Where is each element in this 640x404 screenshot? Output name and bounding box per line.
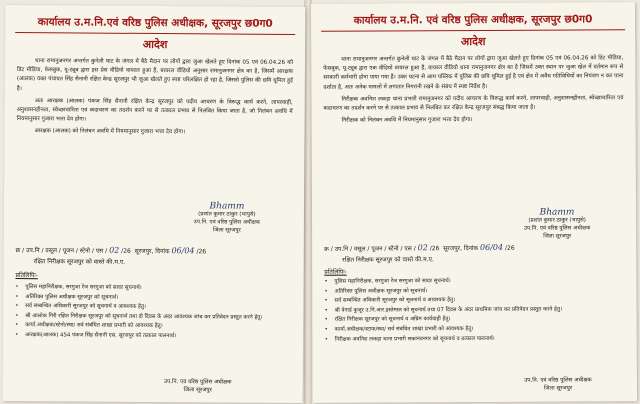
- order-paragraph-1: थाना रामानुजनगर अन्तर्गत कुनेली घाट के जंगल में बैठे मैदान पर लोगों द्वारा जुआ खेलते हुए दिनांक 05 एवं 06.04.26 को डिट मीडिया, फेसबुक, यू-ट्यूब द्वारा इस प्रेस वीडियो वायरल हुआ है, बायरल वीडियो अनुसार रामानुजनगर क्षेत्र का है, जिसमें आरक्षक (आलक) वक्त पंचायत सिंह सैनानी रक्षित केन्द्र सूरजपुर भी जुआ खेलते हुए स्पष्ट परिलक्षित हो रहा है, जिससे पुलिस की छवि धूमिल हुई है।: [16, 58, 294, 92]
- order-paragraph-2: निरीक्षक अवनिश लकड़ा थाना प्रभारी रामानुजनगर को पदीय आचरण के विरूद्ध कार्य करने, लापरवाही, अनुशासनहीनता, स्वेच्छाचारिता एवं कदाचरण का तदर्शन करने पर से तत्काल प्रभाव से निलंबित कर रक्षित केन्द्र सूरजपुर संबद्ध किया जाता है।: [323, 95, 624, 112]
- signatory-designation: उप.नि. एवं वरिष्ठ पुलिस अधीक्षक: [523, 225, 591, 232]
- left-order-page: [3, 5, 306, 403]
- copies-list: [15, 283, 295, 343]
- footer-signature: [123, 378, 273, 395]
- signatory-name: (प्रशांत कुमार ठाकुर (भापुसे): [198, 211, 256, 218]
- dispatch-number: 02: [109, 245, 120, 255]
- list-item: • आरक्षक(आलक) 454 पंकज सिंह सैनानी एस. सूरजपुर को तत्काल पालनार्थ।: [15, 332, 177, 340]
- signature-block: [152, 202, 302, 235]
- signature-block: [482, 208, 632, 241]
- dispatch-suffix: /26: [429, 245, 440, 253]
- signatory-district: जिला सूरजपुर: [212, 227, 241, 234]
- list-item: • अतिरिक्त पुलिस अधीक्षक सूरजपुर को सूचनार्थ।: [324, 287, 428, 295]
- dispatch-date-suffix: /26: [505, 244, 515, 252]
- list-item: • पुलिस महानिरीक्षक, सरगुजा रेंज सरगुजा को सादर सूचनार्थ।: [324, 278, 451, 285]
- dispatch-date-suffix: /26: [196, 248, 207, 256]
- order-paragraph-3: आरक्षक (आलक) को निलंबन अवधि में नियमानुसार गुजारा भत्ता देय होगा।: [34, 128, 186, 136]
- dispatch-number: 02: [417, 243, 428, 253]
- footer-designation: उप.नि. एवं वरिष्ठ पुलिस अधीक्षक: [524, 377, 592, 384]
- dispatch-prefix: क्र / उप.नि / वसूल / पूजन / स्टेनो / एस /: [15, 247, 108, 255]
- copies-title: प्रतिलिपिः-: [324, 268, 347, 276]
- signature-scribble: Bhamm: [539, 207, 575, 218]
- signatory-designation: उप.नि. एवं वरिष्ठ पुलिस अधीक्षक: [193, 219, 261, 226]
- dispatch-line: [16, 245, 206, 255]
- header-rule: [321, 29, 625, 32]
- dispatch-date: 06/04: [480, 242, 504, 252]
- footer-district: जिला सूरजपुर: [543, 385, 573, 392]
- list-item: • अतिरिक्त पुलिस अधीक्षक सूरजपुर को सूचनार्थ।: [15, 293, 119, 301]
- header-rule: [15, 32, 295, 35]
- dispatch-suffix: /26: [121, 247, 131, 255]
- dispatch-date: 06/04: [171, 246, 195, 256]
- list-item: • पुलिस महानिरीक्षक, सरगुजा रेंज सरगुजा को सादर सूचनार्थ।: [15, 284, 142, 291]
- footer-signature: [483, 376, 633, 393]
- list-item: • सर्व सम्बन्धित अधिकारी सूरजपुर को सूचनार्थ व आवश्यक हेतु।: [324, 297, 456, 304]
- signatory-district: जिला सूरजपुर: [543, 233, 572, 240]
- office-header: कार्यालय उ.म.नि.एवं वरिष्ठ पुलिस अधीक्षक, सूरजपुर छ0ग0: [37, 16, 273, 30]
- order-paragraph-3: निरीक्षक को निलंबन अवधि में नियमानुसार गुजारा भत्ता देय होगा।: [341, 117, 473, 124]
- order-title: आदेश: [460, 34, 486, 49]
- signature-scribble: Bhamm: [209, 201, 245, 212]
- list-item: • सर्व सम्बन्धित अधिकारी सूरजपुर को सूचनार्थ व आवश्यक हेतु।: [15, 303, 146, 311]
- dispatch-date-prefix: सूरजपुर, दिनांक: [134, 247, 170, 256]
- footer-designation: उप.नि. एवं वरिष्ठ पुलिस अधीक्षक: [163, 379, 232, 386]
- list-item: • श्री आलोक गिरी रक्षित निरीक्षक सूरजपुर को सूचनार्थ तथा दो दिवस के अंदर आवश्यक जांच कर प्रतिवेदन प्रस्तुत करने हेतु।: [15, 312, 263, 321]
- list-item: • निरीक्षक अवनिश लकड़ा थाना प्रभारी सकानवनगर को सूचनार्थ व तत्काल पालनार्थ।: [324, 335, 495, 343]
- copies-list: [324, 276, 629, 345]
- dispatch-recipient: रक्षित निरीक्षक सूरजपुर को वास्ते की.म.ए.: [342, 256, 434, 264]
- right-order-page: [311, 2, 637, 403]
- list-item: • कार्या.अधीक्षक/स्टाफ/स्था/ सर्व संबंधित शाखा प्रभारी को आवश्यक हेतु।: [324, 325, 474, 333]
- office-header: कार्यालय उ.म.नि. एवं वरिष्ठ पुलिस अधीक्षक, सूरजपुर छ0ग0: [353, 13, 593, 27]
- list-item: • श्री वेनार्ड कुजूर उ.नि.आर.इस्तेमाल को सूचनार्थ तथा 07 दिवस के अंदर प्राथमिक जांच कर प्रतिवेदन प्रस्तुत करने हेतु।: [324, 306, 563, 314]
- order-paragraph-2: अतः आरक्षक (आलक) पंकज सिंह सैनानी रक्षित केन्द्र सूरजपुर को पदीय आचरण के विरूद्ध कार्य करने, लापरवाही, अनुशासनहीनता, स्वेच्छाचारिता एवं कदाचरण का तदर्शन करने पर से तत्काल प्रभाव से निलंबित किया जाता है, जो निलंबन अवधि में नियमानुसार गुजारा भत्ता देय होगा।: [16, 97, 293, 123]
- dispatch-recipient: रक्षित निरीक्षक सूरजपुर को वास्ते की.म.ए.: [33, 258, 126, 266]
- order-paragraph-1: थाना रामानुजनगर अन्तर्गत कुनेली घाट के जंगल में बैठे मैदान पर लोगों द्वारा जुआ खेलते हुए दिनांक 05 एवं 06.04.26 को डिट मीडिया, फेसबुक, यू-ट्यूब द्वारा एक वीडियो वायरल हुआ है, वायरल वीडियो थाना रामानुजनगर क्षेत्र का है जिसमें उक्त स्थान पर जुआ खेल में वर्तमान रूप से सरकारी कर्मचारी होना पाया गया है। उक्त घटना से आम पब्लिक में पुलिस की छवि धूमिल हुई है एवं क्षेत्र में अवैध गतिविधियों का नियंत्रण न कर पाना दर्शाता है, अतः अनेक मामलों में लगातार निगरानी रखने के संबंध में स्पष्ट निर्देश है।: [323, 55, 624, 91]
- list-item: • कार्या.अधीक्षक/स्टेनो/स्था/ सर्व संबंधित शाखा प्रभारी को आवश्यक हेतु।: [15, 322, 163, 330]
- copies-title: प्रतिलिपिः-: [15, 272, 38, 280]
- list-item: • रक्षित निरीक्षक सूरजपुर को सूचनार्थ व अग्रिम कार्यवाही हेतु।: [324, 316, 451, 324]
- order-title: आदेश: [142, 37, 168, 52]
- dispatch-line: [324, 243, 514, 253]
- dispatch-date-prefix: सूरजपुर, दिनांक: [443, 244, 479, 253]
- footer-district: जिला सूरजपुर: [183, 387, 212, 394]
- dispatch-prefix: क्र / उप.नि / वसूल / पूजन / स्टेनो / एस /: [324, 245, 416, 253]
- signatory-name: (प्रशांत कुमार ठाकुर (भापुसे): [528, 217, 586, 224]
